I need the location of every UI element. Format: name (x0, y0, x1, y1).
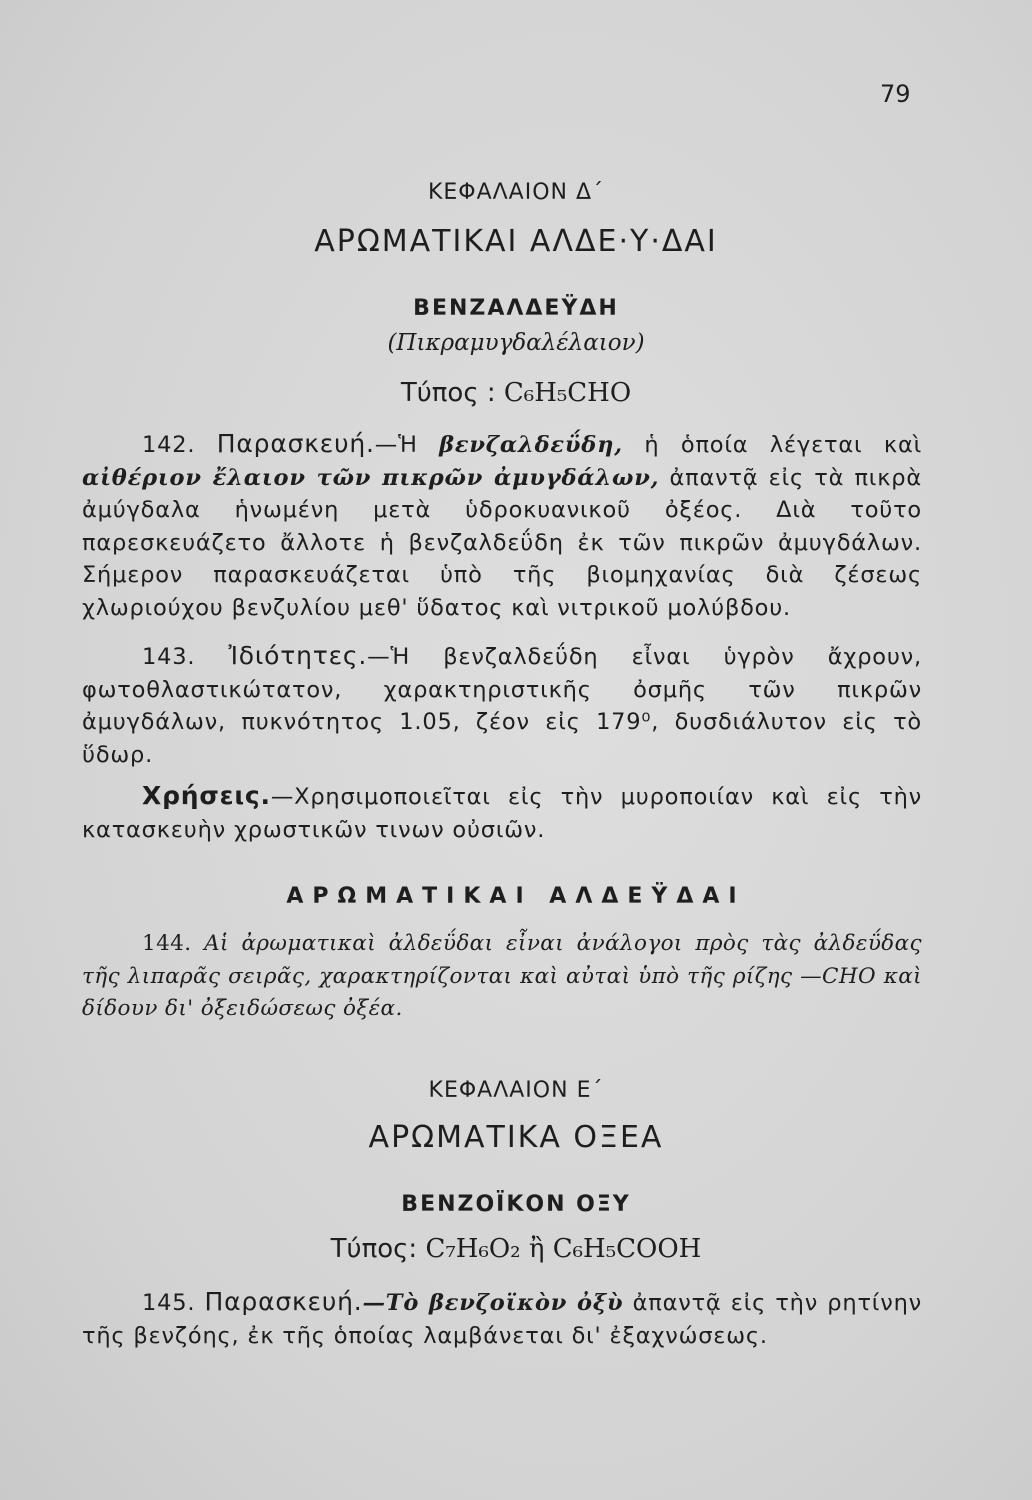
benzaldehyde-alt-name: (Πικραμυγδαλέλαιον) (387, 330, 645, 356)
paragraph-heading: Ἰδιότητες. (228, 641, 368, 670)
formula-label: Τύπος : (400, 378, 496, 408)
chapter-e-title: ΑΡΩΜΑΤΙΚΑ ΟΞΕΑ (368, 1120, 664, 1155)
paragraph-text: ἀπαντᾷ εἰς τὰ πικρὰ ἀμύγδαλα ἡνωμένη μετὰ ὑδροκυανικοῦ ὀξέος. Διὰ τοῦτο παρεσκευάζετο ἄλλοτε ἡ βενζαλδεΰδη ἐκ τῶν πικρῶν ἀμυγδάλων. Σήμερον παρασκευάζεται ὑπὸ τῆς βιομηχανίας διὰ ζέσεως χλωριούχου βενζυλίου μεθ' ὕδατος καὶ νιτρικοῦ μολύβδου. (82, 464, 922, 621)
section-heading: ΑΡΩΜΑΤΙΚΑΙ ΑΛΔΕΫΔΑΙ (286, 884, 746, 909)
paragraph-144 (82, 928, 922, 1026)
paragraph-dash: —Ἡ (374, 432, 418, 458)
chapter-d-label: ΚΕΦΑΛΑΙΟΝ Δ΄ (427, 180, 605, 205)
paragraph-142 (82, 428, 922, 624)
paragraph-145 (82, 1286, 922, 1352)
benzaldehyde-formula: C₆H₅CHO (503, 378, 632, 408)
benzaldehyde-formula-line (0, 378, 1032, 408)
paragraph-text: Αἱ ἀρωματικαὶ ἀλδεΰδαι εἶναι ἀνάλογοι πρὸς τὰς ἀλδεΰδας τῆς λιπαρᾶς σειρᾶς, χαρακτηρίζονται καὶ αὐταὶ ὑπὸ τῆς ρίζης —CHO καὶ δίδουν δι' ὀξειδώσεως ὀξέα. (82, 931, 922, 1021)
page-number: 79 (880, 80, 911, 108)
paragraph-text: ἡ ὁποία λέγεται καὶ (644, 432, 922, 458)
paragraph-heading: Παρασκευή. (204, 1287, 363, 1316)
paragraph-heading: Παρασκευή. (216, 429, 375, 458)
chapter-d-title: ΑΡΩΜΑΤΙΚΑΙ ΑΛΔΕ·Υ·ΔΑΙ (314, 224, 718, 259)
paragraph-text: —Χρησιμοποιεῖται εἰς τὴν μυροποιίαν καὶ εἰς τὴν κατασκευὴν χρωστικῶν τινων οὐσιῶν. (82, 784, 922, 843)
term-bitter-almond-oil: αἰθέριον ἔλαιον τῶν πικρῶν ἀμυγδάλων, (82, 464, 660, 491)
formula-label: Τύπος: (330, 1234, 418, 1264)
benzoic-heading: ΒΕΝΖΟΪΚΟΝ ΟΞΥ (401, 1192, 631, 1217)
paragraph-number: 144. (142, 931, 192, 956)
paragraph-number: 145. (142, 1290, 196, 1316)
paragraph-text: —Ἡ βενζαλδεΰδη εἶναι ὑγρὸν ἄχρουν, φωτοθλαστικώτατον, χαρακτηριστικῆς ὀσμῆς τῶν πικρῶν ἀμυγδάλων, πυκνότητος 1.05, ζέον εἰς 179⁰, δυσδιάλυτον εἰς τὸ ὕδωρ. (82, 644, 922, 768)
paragraph-heading: Χρήσεις. (142, 781, 271, 810)
paragraph-uses (82, 780, 922, 846)
paragraph-143 (82, 640, 922, 771)
paragraph-text: ἀπαντᾷ εἰς τὴν ρητίνην τῆς βενζόης, ἐκ τῆς ὁποίας λαμβάνεται δι' ἐξαχνώσεως. (82, 1290, 922, 1349)
paragraph-number: 143. (142, 644, 196, 670)
term-benzoic-acid: —Τὸ βενζοϊκὸν ὀξὺ (362, 1290, 624, 1316)
benzoic-formula: C₇H₆O₂ ἢ C₆H₅COOH (425, 1234, 702, 1264)
chapter-e-label: ΚΕΦΑΛΑΙΟΝ Ε΄ (428, 1078, 604, 1103)
benzaldehyde-heading: ΒΕΝΖΑΛΔΕΫΔΗ (413, 296, 619, 321)
paragraph-number: 142. (142, 432, 196, 458)
term-benzaldehyde: βενζαλδεΰδη, (439, 432, 623, 458)
benzoic-formula-line (0, 1234, 1032, 1264)
